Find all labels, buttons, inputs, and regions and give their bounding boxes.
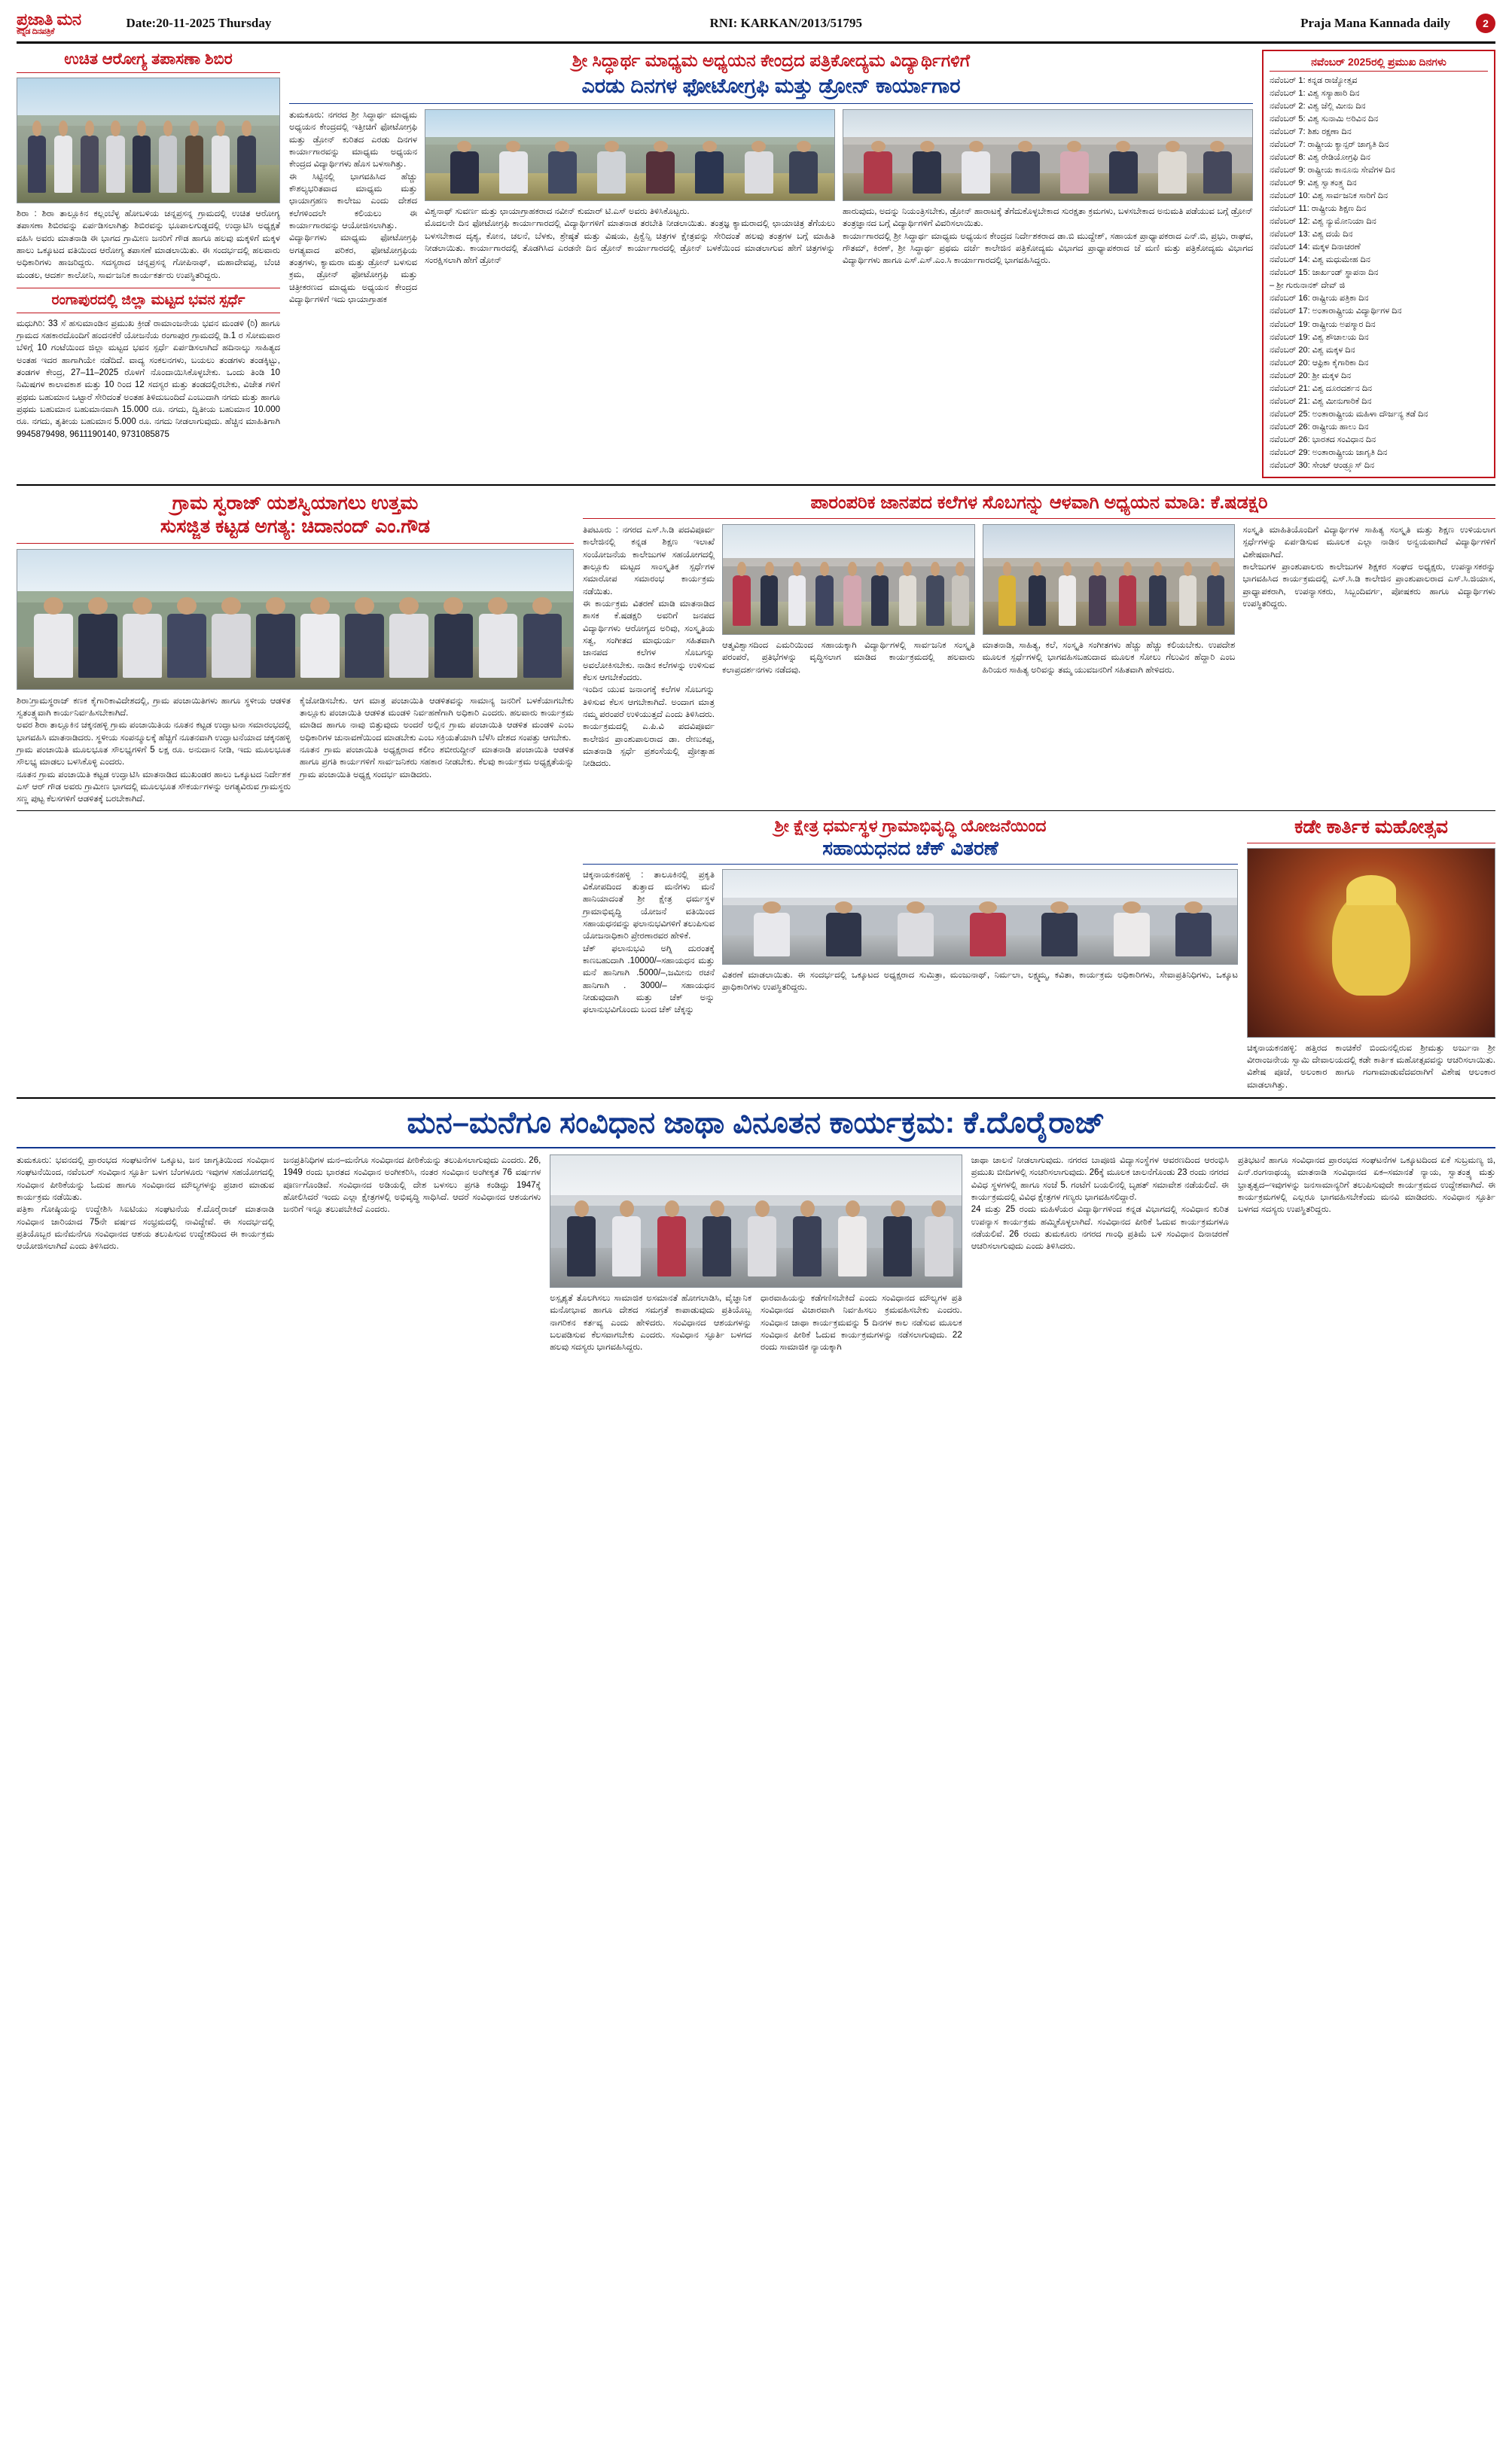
section-divider-1 <box>17 484 1495 486</box>
photo-health-camp <box>17 78 280 203</box>
calendar-item: ನವೆಂಬರ್ 25: ಅಂತಾರಾಷ್ಟ್ರೀಯ ಮಹಿಳಾ ದೌರ್ಜನ್ಯ ತಡೆ ದಿನ <box>1270 409 1428 419</box>
bottom-col-5 <box>1238 1154 1495 1354</box>
calendar-item: ನವೆಂಬರ್ 20: ಶ್ರೀ ಮಕ್ಕಳ ದಿನ <box>1270 371 1352 380</box>
calendar-item: ನವೆಂಬರ್ 21: ವಿಶ್ವ ದೂರದರ್ಶನ ದಿನ <box>1270 383 1373 393</box>
folk-arts-headline: ಪಾರಂಪರಿಕ ಜಾನಪದ ಕಲೆಗಳ ಸೊಬಗನ್ನು ಆಳವಾಗಿ ಅಧ್ಯಯನ ಮಾಡಿ: ಕೆ.ಷಡಕ್ಷರಿ <box>583 492 1495 519</box>
folk-arts-para-4: ಆತ್ಮವಿಶ್ವಾಸದಿಂದ ಎಮರಿಯಿಂದ ಸಹಾಯಕ್ಕಾಗಿ ವಿದ್ಯಾರ್ಥಿಗಳಲ್ಲಿ ಸಾರ್ವಜನಿಕ ಸಂಸ್ಕೃತಿ ಪರಂಪರೆ, ಪ್ರತಿಭೆಗಳನ್ನು ವೃದ್ಧಿಸಲಾಗ ಮಾಡಿದ ಕಾರ್ಯಕ್ರಮದಲ್ಲಿ ಹಲವಾರು ಕಲಾಪ್ರದರ್ಶನಗಳು ನಡೆದವು. <box>722 641 975 675</box>
photo-drone-workshop <box>425 109 835 201</box>
calendar-item: ನವೆಂಬರ್ 16: ರಾಷ್ಟ್ರೀಯ ಪತ್ರಿಕಾ ದಿನ <box>1270 294 1369 303</box>
calendar-item: ನವೆಂಬರ್ 26: ರಾಷ್ಟ್ರೀಯ ಹಾಲು ದಿನ <box>1270 422 1369 432</box>
calendar-item: ನವೆಂಬರ್ 1: ವಿಶ್ವ ಸಸ್ಯಾಹಾರಿ ದಿನ <box>1270 88 1360 98</box>
calendar-item: ನವೆಂಬರ್ 14: ವಿಶ್ವ ಮಧುಮೇಹ ದಿನ <box>1270 255 1370 265</box>
calendar-item: ನವೆಂಬರ್ 26: ಭಾರತದ ಸಂವಿಧಾನ ದಿನ <box>1270 435 1376 444</box>
calendar-item: ನವೆಂಬರ್ 19: ರಾಷ್ಟ್ರೀಯ ಅಪಸ್ಮಾರ ದಿನ <box>1270 319 1376 329</box>
calendar-item: ನವೆಂಬರ್ 20: ಆಫ್ರಿಕಾ ಕೈಗಾರಿಕಾ ದಿನ <box>1270 358 1369 368</box>
dharmasthala-para-1: ಚಿಕ್ಕನಾಯಕನಹಳ್ಳಿ : ತಾಲೂಕಿನಲ್ಲಿ ಪ್ರಕೃತಿ ವಿಕೋಪದಿಂದ ತುತ್ತಾದ ಮನೆಗಳು ಮನೆ ಹಾನಿಯಾದಂತೆ ಶ್ರೀ ಕ್ಷೇತ್ರ ಧರ್ಮಸ್ಥಳ ಗ್ರಾಮಾಭಿವೃದ್ಧಿ ಯೋಜನೆ ವತಿಯಿಂದ ಸಹಾಯಧನವನ್ನು ಫಲಾನುಭವಿಗಳಿಗೆ ತಲುಪಿಸುವ ಯೋಜನಾಧಿಕಾರಿ ಪ್ರೇರಣಾರವರ ಹೇಳಿಕೆ. <box>583 870 715 941</box>
feature-subheadline: ಎರಡು ದಿನಗಳ ಫೋಟೋಗ್ರಫಿ ಮತ್ತು ಡ್ರೋನ್ ಕಾರ್ಯಾಗಾರ <box>289 74 1253 104</box>
gram-swaraj-headline-line1: ಗ್ರಾಮ ಸ್ವರಾಜ್ ಯಶಸ್ವಿಯಾಗಲು ಉತ್ತಮ <box>172 493 419 514</box>
calendar-item: ನವೆಂಬರ್ 15: ಜಾರ್ಖಂಡ್ ಸ್ಥಾಪನಾ ದಿನ <box>1270 268 1379 278</box>
masthead <box>17 11 1495 44</box>
calendar-item: ನವೆಂಬರ್ 10: ವಿಶ್ವ ಸಾರ್ವಜನಿಕ ಸಾರಿಗೆ ದಿನ <box>1270 191 1389 201</box>
calendar-item: ನವೆಂಬರ್ 21: ವಿಶ್ವ ಮೀನುಗಾರಿಕೆ ದಿನ <box>1270 396 1372 406</box>
folk-arts-block <box>583 492 1495 805</box>
constitution-para-8: ಪ್ರತಿಭಟನೆ ಹಾಗೂ ಸಂವಿಧಾನದ ಪ್ರಾರಂಭದ ಸಂಘಟನೆಗಳ ಒಕ್ಕೂಟದಿಂದ ಏಕೆ ಸುಬ್ರಮಣ್ಯ ಜಿ, ಎನ್.ರಂಗನಾಥಯ್ಯ ಮಾತನಾಡಿ ಸಂವಿಧಾನದ ಏಕ–ಸಮಾನತೆ ನ್ಯಾಯ, ಸ್ವಾತಂತ್ರ್ಯ ಮತ್ತು ಭ್ರಾತೃತ್ವದ–ಇವುಗಳನ್ನು ಜನಸಾಮಾನ್ಯರಿಗೆ ತಲುಪಿಸುವುದೇ ಕಾರ್ಯಕ್ರಮದ ಉದ್ದೇಶವಾಗಿದೆ. ಈ ಕಾರ್ಯಕ್ರಮಗಳಲ್ಲಿ ಎಲ್ಲರೂ ಭಾಗವಹಿಸಬೇಕೆಂದು ಮನವಿ ಮಾಡಿದರು. ಸಂವಿಧಾನ ಸ್ಫೂರ್ತಿ ಬಳಗದ ಸದಸ್ಯರು ಉಪಸ್ಥಿತರಿದ್ದರು. <box>1237 1156 1495 1215</box>
folk-arts-para-1: ತಿಪಟೂರು : ನಗರದ ಎಸ್.ಸಿ.ಡಿ ಪದವಿಪೂರ್ವ ಕಾಲೇಜಿನಲ್ಲಿ ಕನ್ನಡ ಶಿಕ್ಷಣ ಇಲಾಖೆ ಸಂಯೋಜನೆಯ ಕಾಲೇಜುಗಳ ಸಹಯೋಗದಲ್ಲಿ ತಾಲ್ಲೂಕು ಮಟ್ಟದ ಸಾಂಸ್ಕೃತಿಕ ಸ್ಪರ್ಧೆಗಳ ಸಮಾರೋಪ ಸಮಾರಂಭ ಕಾರ್ಯಕ್ರಮ ನಡೆಯಿತು. <box>583 526 715 596</box>
page-number-badge: 2 <box>1476 14 1495 33</box>
feature-headline: ಶ್ರೀ ಸಿದ್ಧಾರ್ಥ ಮಾಧ್ಯಮ ಅಧ್ಯಯನ ಕೇಂದ್ರದ ಪತ್ರಿಕೋದ್ಯಮ ವಿದ್ಯಾರ್ಥಿಗಳಿಗೆ <box>572 50 971 70</box>
photo-folk-performance <box>983 524 1236 635</box>
gram-swaraj-headline-line2: ಸುಸಜ್ಜಿತ ಕಟ್ಟಡ ಅಗತ್ಯ: ಚಿದಾನಂದ್ ಎಂ.ಗೌಡ <box>17 515 574 543</box>
kartika-block <box>1247 816 1495 1092</box>
constitution-para-6: ಜಾಥಾ ಚಾಲನೆ ನೀಡಲಾಗುವುದು. ನಗರದ ಬಾಪೂಜಿ ವಿದ್ಯಾಸಂಸ್ಥೆಗಳ ಆವರಣದಿಂದ ಆರಂಭಿಸಿ ಪ್ರಮುಖ ಬೀದಿಗಳಲ್ಲಿ ಸಂಚರಿಸಲಾಗುವುದು. 26ಕ್ಕೆ ಮೂಲಕ ಚಾಲನೆಗೊಂಡು 23 ರಂದು ನಗರದ ವಿವಿಧ ಸ್ಥಳಗಳಲ್ಲಿ ಹಾಗೂ ಸಂಜೆ 5. ಗಂಟೆಗೆ ಬಯಲಿನಲ್ಲಿ ಬೃಹತ್ ಸಮಾವೇಶ ನಡೆಯಲಿದೆ. ಈ ಕಾರ್ಯಕ್ರಮದಲ್ಲಿ ವಿವಿಧ ಕ್ಷೇತ್ರಗಳ ಗಣ್ಯರು ಭಾಗವಹಿಸಲಿದ್ದಾರೆ. <box>971 1156 1229 1203</box>
bottom-col-1 <box>17 1154 274 1354</box>
article-body-district-competition: ಮಧುಗಿರಿ: 33 ಸೆ ಹಸುಮಾಂಡಿನ ಪ್ರಮುಖ ಕ್ರೀಡೆ ರಾಮಾಂಜನೇಯ ಭವನ ಮಂಡಳಿ (ರಿ) ಹಾಗೂ ಗ್ರಾಮದ ಸಹಕಾರದೊಂದಿಗೆ ಹಂದನಕೆರೆ ಯೋಜನೆಯ ರಂಗಾಪುರ ಗ್ರಾಮದಲ್ಲಿ ಡಿ.1 ರ ಸೋಮವಾರ ಬೆಳಿಗ್ಗೆ 10 ಗಂಟೆಯಿಂದ ಜಿಲ್ಲಾ ಮಟ್ಟದ ಭವನ ಸ್ಪರ್ಧೆ ಏರ್ಪಡಿಸಲಾಗಿದೆ ಹದಿನಾಲ್ಕು ಸಾಹಿತ್ಯದ ಅಂತಹ ಇದರ ಹಾಗಾಗಿಯೇ ನಡೆದಿದೆ. ವಾದ್ಯ ಸಂಕಲನಗಳು, ಬಯಲು ತಂಡಗಳು ತಂಡಕ್ಕಿಟ್ಟು, ತಂಡಗಳ ಕೇಂದ್ರ, 27–11–2025 ರೊಳಗೆ ನೊಂದಾಯಿಸಿಕೊಳ್ಳಬೇಕು. ಒಂದು ತಿಂಡಿ 10 ನಿಮಿಷಗಳ ಕಾಲಾವಕಾಶ ಮತ್ತು 10 ರಿಂದ 12 ಸದಸ್ಯರ ಮತ್ತು ತಂಡದಲ್ಲಿರಬೇಕು, ವಿಜೇತ ಗಳಿಗೆ ಪ್ರಥಮ ಬಹುಮಾನ ಒಟ್ಟಾರೆ ಸೇರಿದಂತೆ ಅಂತಹ ತಿಳಿದುಬಂದಿದೆ ಎಂಬುದಾಗಿ ನಗದು ಮತ್ತು ಹಾಗೂ ಪ್ರಥಮ ಬಹುಮಾನ ಬಹುಮಾನವಾಗಿ 15.000 ರೂ. ನಗದು, ದ್ವಿತೀಯ ಬಹುಮಾನ 10.000 ರೂ. ನಗದು, ತೃತೀಯ ಬಹುಮಾನ 5.000 ರೂ. ನಗದು ನೀಡಲಾಗುವುದು. ಹೆಚ್ಚಿನ ಮಾಹಿತಿಗಾಗಿ 9945879498, 9611190140, 9731085875 <box>17 319 280 439</box>
dharmasthala-para-3: ಚೆಕ್ ಫಲಾನುಭವಿ ಅಗ್ನಿ ದುರಂತಕ್ಕೆ ಕಾಣಬಹುದಾಗಿ .10000/–ಸಹಾಯಧನ ಮತ್ತು ಮನೆ ಹಾನಿಗಾಗಿ .5000/–,ಜಮೀನು ರಚನೆ ಹಾನಿಗಾಗಿ . 3000/– ಸಹಾಯಧನ ನೀಡುವುದಾಗಿ ಮತ್ತು ಚೆಕ್ ಅನ್ನು ಫಲಾನುಭವಿಗೊಂದು ಬಂದ ಚೆಕ್ ಚೆಕ್ಕನ್ನು <box>583 944 715 1015</box>
calendar-item: ನವೆಂಬರ್ 5: ವಿಶ್ವ ಸುನಾಮಿ ಅರಿವಿನ ದಿನ <box>1270 114 1379 124</box>
folk-arts-para-2: ಈ ಕಾರ್ಯಕ್ರಮ ವಿತರಣೆ ಮಾಡಿ ಮಾತನಾಡಿದ ಶಾಸಕ ಕೆ.ಷಡಕ್ಷರಿ ಅವರಿಗೆ ಜನಪದ ವಿದ್ಯಾರ್ಥಿಗಳು ಆರೋಗ್ಯದ ಅರಿವು, ಸಂಸ್ಕೃತಿಯ ಸತ್ವ, ಸಂಗೀತದ ಮಾಧುರ್ಯ ಸಹಿತವಾಗಿ ಜಾನಪದ ಕಲೆಗಳ ಸೊಬಗನ್ನು ಅವಲೋಕಿಸಬೇಕು. ನಾಡಿನ ಕಲೆಗಳನ್ನು ಉಳಿಸುವ ಕೆಲಸ ಆಗಬೇಕೆಂದರು. <box>583 599 715 683</box>
calendar-item: ನವೆಂಬರ್ 9: ರಾಷ್ಟ್ರೀಯ ಕಾನೂನು ಸೇವೆಗಳ ದಿನ <box>1270 165 1395 175</box>
article-headline-health-camp: ಉಚಿತ ಆರೋಗ್ಯ ತಪಾಸಣಾ ಶಿಬಿರ <box>17 50 280 73</box>
photo-cheque-distribution <box>722 869 1238 965</box>
calendar-item: ನವೆಂಬರ್ 1: ಕನ್ನಡ ರಾಜ್ಯೋತ್ಸವ <box>1270 75 1358 85</box>
folk-arts-para-3: ಇಂದಿನ ಯುವ ಜನಾಂಗಕ್ಕೆ ಕಲೆಗಳ ಸೊಬಗನ್ನು ತಿಳಿಸುವ ಕೆಲಸ ಆಗಬೇಕಾಗಿದೆ. ಅಂದಾಗ ಮಾತ್ರ ನಮ್ಮ ಪರಂಪರೆ ಉಳಿಯುತ್ತದೆ ಎಂದು ತಿಳಿಸಿದರು. ಕಾರ್ಯಕ್ರಮದಲ್ಲಿ ಎ.ಪಿ.ವಿ ಪದವಿಪೂರ್ವ ಕಾಲೇಜಿನ ಪ್ರಾಂಶುಪಾಲರಾದ ಡಾ. ರೇಣುಕಪ್ಪ, ಮಾತನಾಡಿ ಸ್ಪರ್ಧೆ ಪ್ರಶಂಸೆಯಲ್ಲಿ ಪ್ರೋತ್ಸಾಹ ನೀಡಿದರು. <box>583 685 715 769</box>
bottom-col-4 <box>971 1154 1229 1354</box>
calendar-item: ನವೆಂಬರ್ 2: ವಿಶ್ವ ಜೆಲ್ಲಿ ಮೀನು ದಿನ <box>1270 101 1366 111</box>
folk-arts-para-6: ಸಂಸ್ಕೃತಿ ಮಾಹಿತಿಯೊಂದಿಗೆ ವಿದ್ಯಾರ್ಥಿಗಳ ಸಾಹಿತ್ಯ ಸಂಸ್ಕೃತಿ ಮತ್ತು ಶಿಕ್ಷಣ ಉಳಿಯಲಾಗ ಸ್ಪರ್ಧೆಗಳನ್ನು ಏರ್ಪಡಿಸುವ ಮೂಲಕ ಎಲ್ಲಾ ನಾಡಿನ ಅನ್ವಯವಾಗಿದೆ ವಿದ್ಯಾರ್ಥಿಗಳಿಗೆ ವಿಶೇಷವಾಗಿದೆ. <box>1242 526 1496 560</box>
issue-date: Date:20-11-2025 Thursday <box>126 16 272 31</box>
feature-para-1: ತುಮಕೂರು: ನಗರದ ಶ್ರೀ ಸಿದ್ಧಾರ್ಥ ಮಾಧ್ಯಮ ಅಧ್ಯಯನ ಕೇಂದ್ರದಲ್ಲಿ ಇತ್ತೀಚಿಗೆ ಫೋಟೋಗ್ರಫಿ ಮತ್ತು ಡ್ರೋನ್ ಕುರಿತದ ಎರಡು ದಿನಗಳ ಕಾರ್ಯಾಗಾರವನ್ನು ಮಾಧ್ಯಮ ಅಧ್ಯಯನ ಕೇಂದ್ರದ ವಿದ್ಯಾರ್ಥಿಗಳು ಹೊಸ ಬಳಸಾಗಿತ್ತು. <box>289 111 417 169</box>
calendar-item: ನವೆಂಬರ್ 8: ವಿಶ್ವ ರೇಡಿಯೋಗ್ರಫಿ ದಿನ <box>1270 152 1370 162</box>
paper-title: Praja Mana Kannada daily <box>1300 16 1450 31</box>
constitution-para-3: ಜನಪ್ರತಿನಿಧಿಗಳ ಮನ–ಮನೆಗೂ ಸಂವಿಧಾನದ ಪೀಠಿಕೆಯನ್ನು ತಲುಪಿಸಲಾಗುವುದು ಎಂದರು. 26, 1949 ರಂದು ಭಾರತದ ಸಂವಿಧಾನ ಅಂಗೀಕರಿಸಿ, ನಂತರ ಸಂವಿಧಾನ ಅಂಗೀಕೃತ 76 ವರ್ಷಗಳ ಪೂರ್ಣಗೊಂಡಿವೆ. ಸಂವಿಧಾನದ ಅಡಿಯಲ್ಲಿ ದೇಶ ಬಳಸಲು ಪ್ರಗತಿ ಕಂಡಿದ್ದು 1947ಕ್ಕೆ ಹೋಲಿಸಿದರೆ ಇಂದು ಎಲ್ಲಾ ಕ್ಷೇತ್ರಗಳಲ್ಲಿ ಅಭಿವೃದ್ಧಿ ಸಾಧಿಸಿದೆ. ಆದರೆ ಸಂವಿಧಾನದ ಆಶಯಗಳು ಜನರಿಗೆ ಇನ್ನೂ ತಲುಪಬೇಕಿದೆ ಎಂದರು. <box>283 1156 541 1215</box>
calendar-title: ನವೆಂಬರ್ 2025ರಲ್ಲಿ ಪ್ರಮುಖ ದಿನಗಳು <box>1270 56 1488 72</box>
important-days-box <box>1262 50 1495 478</box>
calendar-item: ನವೆಂಬರ್ 20: ವಿಶ್ವ ಮಕ್ಕಳ ದಿನ <box>1270 345 1355 355</box>
dharmasthala-para-2: ವಿತರಣೆ ಮಾಡಲಾಯಿತು. ಈ ಸಂದರ್ಭದಲ್ಲಿ ಒಕ್ಕೂಟದ ಅಧ್ಯಕ್ಷರಾದ ಸುಮಿತ್ರಾ, ಮಂಜುನಾಥ್, ನಿರ್ಮಲಾ, ಲಕ್ಷ್ಮಮ್ಮ, ಕವಿತಾ, ಕಾರ್ಯಕ್ರಮ ಅಧಿಕಾರಿಗಳು, ಸೇವಾಪ್ರತಿನಿಧಿಗಳು, ಒಕ್ಕೂಟ ಪ್ರಾಧಿಕಾರಿಗಳು ಉಪಸ್ಥಿತರಿದ್ದರು. <box>722 970 1238 992</box>
photo-temple-deity <box>1247 848 1495 1038</box>
folk-arts-para-7: ಕಾಲೇಜುಗಳ ಪ್ರಾಂಶುಪಾಲರು ಕಾಲೇಜುಗಳ ಶಿಕ್ಷಕರ ಸಂಘದ ಅಧ್ಯಕ್ಷರು, ಉಪನ್ಯಾಸಕರನ್ನು ಭಾಗವಹಿಸಿದ ಕಾರ್ಯಕ್ರಮದಲ್ಲಿ ಎಸ್.ಸಿ.ಡಿ ಕಾಲೇಜಿನ ಪ್ರಾಂಶುಪಾಲರಾದ ಎಸ್.ಸಿ.ಜಿಯಾಸ, ಪ್ರಾಧ್ಯಾಪಕರಾಗಿ, ಉಪನ್ಯಾಸಕರು, ಸಿಬ್ಬಂದಿವರ್ಗ, ಪೋಷಕರು ಹಾಗೂ ವಿದ್ಯಾರ್ಥಿಗಳು ಉಪಸ್ಥಿತರಿದ್ದರು. <box>1242 563 1496 609</box>
bottom-col-3 <box>550 1154 962 1354</box>
constitution-para-7: 24 ಮತ್ತು 25 ರಂದು ಮಹಿಳೆಯರ ವಿದ್ಯಾರ್ಥಿಗಳಿಂದ ಕನ್ನಡ ವಿಭಾಗದಲ್ಲಿ ಸಂವಿಧಾನ ಕುರಿತ ಉಪನ್ಯಾಸ ಕಾರ್ಯಕ್ರಮ ಹಮ್ಮಿಕೊಳ್ಳಲಾಗಿದೆ. ಸಂವಿಧಾನದ ಪೀಠಿಕೆ ಓದುವ ಕಾರ್ಯಕ್ರಮಗಳೂ ನಡೆಯಲಿವೆ. 26 ರಂದು ತುಮಕೂರು ನಗರದ ಗಾಂಧಿ ಪ್ರತಿಮೆ ಬಳಿ ಸಂವಿಧಾನ ದಿನಾಚರಣೆ ಆಚರಿಸಲಾಗುವುದು ಎಂದು ತಿಳಿಸಿದರು. <box>971 1205 1229 1252</box>
kartika-para-1: ಚಿಕ್ಕನಾಯಕನಹಳ್ಳಿ: ಹತ್ತಿರದ ಕಾಂಚಿಕೆರೆ ಬಿಂದುನಲ್ಲಿರುವ ಶ್ರೀಮತ್ತು ಅರ್ಜುನಾ ಶ್ರೀ ವೀರಾಂಜನೇಯ ಸ್ವಾಮಿ ದೇವಾಲಯದಲ್ಲಿ ಕಡೇ ಕಾರ್ತಿಕ ಮಹೋತ್ಸವವನ್ನು ಆಚರಿಸಲಾಯಿತು. ವಿಶೇಷ ಪೂಜೆ, ಅಲಂಕಾರ ಹಾಗೂ ಗಂಗಾಮಾಡುವೆದವರಾಗಿಗೆ ವಿಶೇಷ ಆಲಂಕಾರ ಮಾಡಲಾಗಿತ್ತು. <box>1247 1043 1495 1090</box>
gram-swaraj-para-3: ನೂತನ ಗ್ರಾಮ ಪಂಚಾಯಿತಿ ಕಟ್ಟಡ ಉದ್ಘಾಟಿಸಿ ಮಾತನಾಡಿದ ಮುಖಂಡರ ಹಾಲು ಒಕ್ಕೂಟದ ನಿರ್ದೇಶಕ ಎಸ್ ಆರ್ ಗೌಡ ಅವರು ಗ್ರಾಮೀಣ ಭಾಗದಲ್ಲಿ ಮೂಲಭೂತ ಸೌಕರ್ಯಗಳನ್ನು ಅಗತ್ಯವಿರುವ ಗ್ರಾಮಸ್ಥರು ಸಣ್ಣ ಪುಟ್ಟ ಕೆಲಸಗಳಿಗೆ ಆಡಳಿತಕ್ಕೆ ಬರಬೇಕಾಗಿದೆ. <box>17 770 291 804</box>
column-one <box>17 50 280 478</box>
dharmasthala-headline-line1: ಶ್ರೀ ಕ್ಷೇತ್ರ ಧರ್ಮಸ್ಥಳ ಗ್ರಾಮಾಭಿವೃದ್ಧಿ ಯೋಜನೆಯಿಂದ <box>774 816 1047 835</box>
photo-photography-workshop <box>843 109 1253 201</box>
logo-main-text: ಪ್ರಜಾತಿ ಮನ <box>17 10 81 29</box>
feature-para-3: ವಿದ್ಯಾರ್ಥಿಗಳು ಮಾಧ್ಯಮ ಫೋಟೋಗ್ರಫಿ ಅಗತ್ಯವಾದ ಪರಿಕರ, ಫೋಟೋಗ್ರಫಿಯ ತಂತ್ರಗಳು, ಕ್ಯಾಮರಾ ಮತ್ತು ಡ್ರೋನ್ ಬಳಸುವ ಕ್ರಮ, ಡ್ರೋನ್ ಫೋಟೋಗ್ರಫಿ ಮತ್ತು ಚಿತ್ರೀಕರಣದ ಮಾಧ್ಯಮ ಅಧ್ಯಯನ ಕೇಂದ್ರದ ವಿದ್ಯಾರ್ಥಿಗಳಿಗೆ ಇದು ಛಾಯಾಗ್ರಾಹಕ <box>289 233 417 305</box>
rni-number: RNI: KARKAN/2013/51795 <box>709 16 863 31</box>
feature-para-5: ಮೊದಲನೇ ದಿನ ಫೋಟೋಗ್ರಫಿ ಕಾರ್ಯಾಗಾರದಲ್ಲಿ ವಿದ್ಯಾರ್ಥಿಗಳಿಗೆ ಮಾತನಾಡ ತರಬೇತಿ ನೀಡಲಾಯಿತು. ತಂತ್ರಜ್ಞ ಕ್ಯಾಮರಾದಲ್ಲಿ ಛಾಯಾಚಿತ್ರ ತೆಗೆಯಲು ಬಳಸಬೇಕಾದ ದೃಶ್ಯ, ಕೋನ, ಚಲನೆ, ಬೆಳಕು, ಶ್ರೇಷ್ಠತೆ ಮತ್ತು ವಿಷಯ, ಪ್ರಿಕ್ವೆನ್ಸಿ ಚಿತ್ರಗಳ ಕ್ಷೇತ್ರವನ್ನು ಸೇರಿದಂತೆ ಹಲವು ತಂತ್ರಗಳ ಬಗ್ಗೆ ಮಾಹಿತಿ ನೀಡಲಾಯಿತು. ಕಾರ್ಯಾಗಾರದಲ್ಲಿ ತೊಡಗಿಸಿದ ಎರಡನೇ ದಿನ ಡ್ರೋನ್ ಕಾರ್ಯಾಗಾರದಲ್ಲಿ ಡ್ರೋನ್ ಬಳಕೆಯಿಂದ ಮಾಡಲಾಗುವ ಹೇಗೆ ಚಿತ್ರಗಳನ್ನು ಸಂರಕ್ಷಿಸಲಾಗಿ ಹೇಗೆ ಡ್ರೋನ್ <box>425 219 835 266</box>
calendar-item: ನವೆಂಬರ್ 7: ರಾಷ್ಟ್ರೀಯ ಕ್ಯಾನ್ಸರ್ ಜಾಗೃತಿ ದಿನ <box>1270 139 1389 149</box>
calendar-item: ನವೆಂಬರ್ 7: ಶಿಶು ರಕ್ಷಣಾ ದಿನ <box>1270 127 1352 136</box>
constitution-headline: ಮನ–ಮನೆಗೂ ಸಂವಿಧಾನ ಜಾಥಾ ವಿನೂತನ ಕಾರ್ಯಕ್ರಮ: ಕೆ.ದೊರೈರಾಜ್ <box>17 1105 1495 1148</box>
gram-swaraj-para-1: ಶಿರಾ:ಗ್ರಾಮಸ್ಥರಾಜ್ ಕಣಕ ಕೈಗಾರಿಕಾವಿದೇಶದಲ್ಲಿ, ಗ್ರಾಮ ಪಂಚಾಯಿತಿಗಳು ಹಾಗೂ ಸ್ಥಳೀಯ ಆಡಳಿತ ಸ್ವತಂತ್ರ್ಯವಾಗಿ ಕಾರ್ಯನಿರ್ವಹಿಸಬೇಕಾಗಿದೆ. <box>17 696 291 718</box>
constitution-para-2: ಪತ್ರಿಕಾ ಗೋಷ್ಠಿಯನ್ನು ಉದ್ದೇಶಿಸಿ ಸಿಐಟಿಯು ಸಂಘಟನೆಯ ಕೆ.ದೊರೈರಾಜ್ ಮಾತನಾಡಿ ಸಂವಿಧಾನ ಜಾರಿಯಾದ 75ನೇ ವರ್ಷದ ಸಂಭ್ರಮದಲ್ಲಿ ನಾವಿದ್ದೇವೆ. ಈ ಸಂದರ್ಭದಲ್ಲಿ ಪ್ರತಿಯೊಬ್ಬರ ಮನೆಮನೆಗೂ ಸಂವಿಧಾನದ ಆಶಯ ತಲುಪಿಸುವ ಉದ್ದೇಶದಿಂದ ಈ ಕಾರ್ಯಕ್ರಮ ಆಯೋಜಿಸಲಾಗಿದೆ ಎಂದು ತಿಳಿಸಿದರು. <box>17 1205 275 1252</box>
calendar-items <box>1270 75 1488 472</box>
constitution-para-4: ಅಸ್ಪೃಶ್ಯತೆ ತೊಲಗಿಸಲು ಸಾಮಾಜಿಕ ಅಸಮಾನತೆ ಹೋಗಲಾಡಿಸಿ, ವೈಜ್ಞಾನಿಕ ಮನೋಭಾವ ಹಾಗೂ ದೇಶದ ಸಮಗ್ರತೆ ಕಾಪಾಡುವುದು ಪ್ರತಿಯೊಬ್ಬ ನಾಗರಿಕನ ಕರ್ತವ್ಯ ಎಂದು ಹೇಳಿದರು. ಸಂವಿಧಾನದ ಆಶಯಗಳನ್ನು ಬಲಪಡಿಸುವ ಕೆಲಸವಾಗಬೇಕು ಎಂದರು. ಸಂವಿಧಾನ ಸ್ಫೂರ್ತಿ ಬಳಗದ ಹಲವು ಸದಸ್ಯರು ಭಾಗವಹಿಸಿದ್ದರು. <box>550 1294 751 1353</box>
calendar-item: ನವೆಂಬರ್ 17: ಅಂತಾರಾಷ್ಟ್ರೀಯ ವಿದ್ಯಾರ್ಥಿಗಳ ದಿನ <box>1270 307 1402 316</box>
dharmasthala-block <box>583 816 1238 1092</box>
column-feature <box>289 50 1253 478</box>
publication-logo <box>17 11 81 37</box>
gram-swaraj-block <box>17 492 574 805</box>
constitution-jatha-block <box>17 1105 1495 1354</box>
calendar-item: ನವೆಂಬರ್ 11: ರಾಷ್ಟ್ರೀಯ ಶಿಕ್ಷಣ ದಿನ <box>1270 204 1367 214</box>
photo-gram-panchayat-building <box>17 549 574 690</box>
calendar-item: ನವೆಂಬರ್ 29: ಅಂತಾರಾಷ್ಟ್ರೀಯ ಜಾಗೃತಿ ದಿನ <box>1270 448 1388 457</box>
folk-arts-para-5: ಮಾತನಾಡಿ, ಸಾಹಿತ್ಯ, ಕಲೆ, ಸಂಸ್ಕೃತಿ ಸಂಗೀತಗಳು ಹೆಚ್ಚು ಹೆಚ್ಚು ಕಲಿಯಬೇಕು. ಉಪದೇಶ ಮೂಲಕ ಸ್ಪರ್ಧೆಗಳಲ್ಲಿ ಭಾಗವಹಿಸಬಹುದಾದ ಮೂಲಕ ಸೋಲು ಗೆಲುವಿನ ಹೆದ್ದಾರಿ ಎಂಬ ಹಿರಿಯರ ಸಾಹಿತ್ಯ ಅರಿವನ್ನು ತಮ್ಮ ಯುವಜನರಿಗೆ ಸಹಿತವಾಗಿ ಹೇಳಿದರು. <box>982 641 1236 675</box>
gram-swaraj-para-2: ಅವರ ಶಿರಾ ತಾಲ್ಲೂಕಿನ ಚಕ್ಕನಹಳ್ಳಿ ಗ್ರಾಮ ಪಂಚಾಯಿತಿಯ ನೂತನ ಕಟ್ಟಡ ಉದ್ಘಾಟನಾ ಸಮಾರಂಭದಲ್ಲಿ ಭಾಗವಹಿಸಿ ಮಾತನಾಡಿದರು. ಸ್ಥಳೀಯ ಸಂಪನ್ಮೂಲಕ್ಕೆ ಹೆಚ್ಚಿಗೆ ನೂತನವಾಗಿ ಉದ್ಘಾಟನೆಯಾದ ಚಕ್ಕನಹಳ್ಳಿ ಗ್ರಾಮ ಪಂಚಾಯಿತಿ ಮೂಲಭೂತ ಸೌಲಭ್ಯಗಳಿಗೆ 5 ಲಕ್ಷ ರೂ. ಅನುದಾನ ನೀಡಿ, ಇದು ಮೂಲಭೂತ ಸೌಲಭ್ಯ ಮಾಡಲು ಬಳಸಿಕೊಳ್ಳಿ ಎಂದರು. <box>17 721 291 767</box>
section-divider-3 <box>17 1097 1495 1099</box>
bottom-col-2 <box>283 1154 541 1354</box>
constitution-para-5: ಧಾರವಾಹಿಯನ್ನು ಕಡೆಗಣಿಸಬೇಕಿದೆ ಎಂದು ಸಂವಿಧಾನದ ಮೌಲ್ಯಗಳ ಪ್ರತಿ ಸಂವಿಧಾನದ ವಿಚಾರವಾಗಿ ನಿರ್ವಹಿಸಲು ಕ್ರಮವಹಿಸಬೇಕು ಎಂದರು. ಸಂವಿಧಾನ ಜಾಥಾ ಕಾರ್ಯಕ್ರಮವನ್ನು 5 ದಿನಗಳ ಕಾಲ ನಡೆಸುವ ಮೂಲಕ ಸಂವಿಧಾನ ಪೀಠಿಕೆ ಓದುವ ಕಾರ್ಯಕ್ರಮಗಳನ್ನು ನಡೆಸಲಾಗುವುದು. 22 ರಂದು ಸಾಮಾಜಿಕ ನ್ಯಾಯಕ್ಕಾಗಿ <box>761 1294 962 1353</box>
feature-para-4: ವಿಶ್ವನಾಥ್ ಸುವರ್ಣ ಮತ್ತು ಛಾಯಾಗ್ರಾಹಕರಾದ ನವೀನ್ ಕುಮಾರ್ ಟಿ.ಎಸ್ ಅವರು ತಿಳಿಸಿಕೊಟ್ಟರು. <box>425 207 690 217</box>
gram-swaraj-para-4: ಕೈಜೋಡಿಸಬೇಕು. ಆಗ ಮಾತ್ರ ಪಂಚಾಯಿತಿ ಆಡಳಿತವನ್ನು ಸಾಮಾನ್ಯ ಜನರಿಗೆ ಬಳಕೆಯಾಗಬೇಕು ತಾಲ್ಲೂಕು ಪಂಚಾಯಿತಿ ಆಡಳಿತ ಮಂಡಳಿ ನಿರ್ವಹಣೆಗಾಗಿ ಅಧಿಕಾರಿ ಎಂದರು. ಹಲವಾರು ಕಾರ್ಯಕ್ರಮ ಮಾಡಿದ ಹಾಗೂ ನಾವು ಬಿತ್ತುವುದು ಅಂದರೆ ಅಲ್ಲಿನ ಗ್ರಾಮ ಪಂಚಾಯಿತಿ ಆಡಳಿತ ಮಂಡಳಿ ಎಂಬ ಅಧಿಕಾರಿಗಳ ಚುನಾವಣೆಯಿಂದ ಮಾಡಬೇಕು ಎಂಬ ಸಕ್ರಿಯತೆಯಾಗಿ ಬೆಳೆಸಿ ದೇಶದ ಸಂಪತ್ತು ಆಗಬೇಕು. <box>300 696 574 743</box>
calendar-item: ನವೆಂಬರ್ 13: ವಿಶ್ವ ದಯೆ ದಿನ <box>1270 230 1353 239</box>
section-divider-2 <box>17 810 1495 811</box>
calendar-item: – ಶ್ರೀ ಗುರುನಾನಕ್ ದೇವ್ ಜಿ <box>1270 281 1346 291</box>
feature-para-6: ಹಾರುವುದು, ಅದನ್ನು ನಿಯಂತ್ರಿಸಬೇಕು, ಡ್ರೋನ್ ಹಾರಾಟಕ್ಕೆ ತೆಗೆದುಕೊಳ್ಳಬೇಕಾದ ಸುರಕ್ಷತಾ ಕ್ರಮಗಳು, ಬಳಸಬೇಕಾದ ಅನುಮತಿ ಪಡೆಯುವ ಬಗ್ಗೆ ಡ್ರೋನ್ ತಂತ್ರಜ್ಞಾನದ ಬಗ್ಗೆ ವಿದ್ಯಾರ್ಥಿಗಳಿಗೆ ವಿವರಿಸಲಾಯಿತು. <box>843 207 1253 229</box>
section-three-spacer <box>17 816 574 1092</box>
section-three <box>17 816 1495 1092</box>
gram-swaraj-para-5: ನೂತನ ಗ್ರಾಮ ಪಂಚಾಯಿತಿ ಅಧ್ಯಕ್ಷರಾದ ಕಲೀಂ ಶಬೀರುದ್ದೀನ್ ಮಾತನಾಡಿ ಪಂಚಾಯಿತಿ ಆಡಳಿತ ಹಾಗೂ ಪ್ರಗತಿ ಕಾರ್ಯಗಳಿಗೆ ಸಾರ್ವಜನಿಕರು ಸಹಕಾರ ನೀಡಬೇಕು. ಕೆಲವು ಕಾರ್ಯಕ್ರಮ ಅಧ್ಯಕ್ಷತೆಯನ್ನು ಗ್ರಾಮ ಪಂಚಾಯಿತಿ ಅಧ್ಯಕ್ಷ ಸಂದರ್ಭ ಮಾಡಿದರು. <box>300 745 574 779</box>
logo-sub-text: ಕನ್ನಡ ದಿನಪತ್ರಿಕೆ <box>17 27 55 37</box>
kartika-headline: ಕಡೇ ಕಾರ್ತಿಕ ಮಹೋತ್ಸವ <box>1247 816 1495 843</box>
article-body-health-camp: ಶಿರಾ : ಶಿರಾ ತಾಲ್ಲೂಕಿನ ಕಲ್ಲಂಬೆಳ್ಳ ಹೋಬಳಿಯ ಚನ್ನಪ್ರಸನ್ನ ಗ್ರಾಮದಲ್ಲಿ ಉಚಿತ ಆರೋಗ್ಯ ತಪಾಸಣಾ ಶಿಬಿರವನ್ನು ಏರ್ಪಡಿಸಲಾಗಿತ್ತು ಶಿಬಿರವನ್ನು ಭೂಪಾಲಗುಡ್ಡದಲ್ಲಿ ಉದ್ಘಾಟಿಸಿ ಅಧ್ಯಕ್ಷತೆ ವಹಿಸಿ ಅವರು ಮಾತನಾಡಿ ಈ ಭಾಗದ ಗ್ರಾಮೀಣ ಜನರಿಗೆ ಗೌಡ ಹಾಗೂ ಹಲವು ಮಕ್ಕಳಿಗೆ ಮಕ್ಕಳ ಹಾಲು ಒಕ್ಕೂಟದ ವತಿಯಿಂದ ಆರೋಗ್ಯ ತಪಾಸಣೆ ಮಾಡಲಾಯಿತು. ಈ ಸಂದರ್ಭದಲ್ಲಿ ಹಲವಾರು ಅಧಿಕಾರಿಗಳು ಹಾಜರಿದ್ದರು. ಸದಸ್ಯರಾದ ಚನ್ನಪ್ರಸನ್ನ ಗೋಪಿನಾಥ್, ಮಹಾದೇವಪ್ಪ, ಬೆಂಚಿ ಮಂಡಲ, ಆದರ್ಶ ಕಾಲೋನಿ, ಸಾರ್ವಜನಿಕ ಕಾರ್ಯಕರ್ತರು ಉಪಸ್ಥಿತರಿದ್ದರು. <box>17 209 280 280</box>
calendar-item: ನವೆಂಬರ್ 19: ವಿಶ್ವ ಶೌಚಾಲಯ ದಿನ <box>1270 332 1369 342</box>
feature-para-7: ಕಾರ್ಯಾಗಾರದಲ್ಲಿ ಶ್ರೀ ಸಿದ್ಧಾರ್ಥ ಮಾಧ್ಯಮ ಅಧ್ಯಯನ ಕೇಂದ್ರದ ನಿರ್ದೇಶಕರಾದ ಡಾ.ಬಿ ಮುದ್ದೇಶ್, ಸಹಾಯಕ ಪ್ರಾಧ್ಯಾಪಕರಾದ ಎನ್.ಬಿ, ಪ್ರಭು, ರಾಘವ, ಗೌತಮ್, ಕಿರಣ್, ಶ್ರೀ ಸಿದ್ಧಾರ್ಥ ಪ್ರಥಮ ದರ್ಜೆ ಕಾಲೇಜಿನ ಪತ್ರಿಕೋದ್ಯಮ ವಿಭಾಗದ ಪ್ರಾಧ್ಯಾಪಕರಾದ ಜೆ ಮಣಿ ಮತ್ತು ಪತ್ರಿಕೋದ್ಯಮ ವಿಭಾಗದ ವಿದ್ಯಾರ್ಥಿಗಳು ಹಾಗೂ ಎಸ್.ಎಸ್.ಎಂ.ಸಿ ಕಾರ್ಯಾಗಾರದಲ್ಲಿ ಭಾಗವಹಿಸಿದ್ದರು. <box>843 231 1253 266</box>
photo-cultural-award <box>722 524 975 635</box>
article-headline-district-competition: ರಂಗಾಪುರದಲ್ಲಿ ಜಿಲ್ಲಾ ಮಟ್ಟದ ಭವನ ಸ್ಪರ್ಧೆ <box>17 288 280 313</box>
calendar-item: ನವೆಂಬರ್ 14: ಮಕ್ಕಳ ದಿನಾಚರಣೆ <box>1270 242 1361 252</box>
calendar-item: ನವೆಂಬರ್ 30: ಸೇಂಟ್ ಆಂಡ್ರ್ಯೂಸ್ ದಿನ <box>1270 461 1375 471</box>
photo-press-conference <box>550 1154 962 1288</box>
constitution-para-1: ತುಮಕೂರು: ಭವನದಲ್ಲಿ ಪ್ರಾರಂಭದ ಸಂಘಟನೆಗಳ ಒಕ್ಕೂಟ, ಜನ ಜಾಗೃತಿಯಿಂದ ಸಂವಿಧಾನ ಸಂಘಟನೆಯಿಂದ, ನವೆಂಬರ್ ಸಂವಿಧಾನ ಸ್ಫೂರ್ತಿ ಬಳಗ ಬೆಂಗಳೂರು ಇವುಗಳ ಸಹಯೋಗದಲ್ಲಿ ಸಂವಿಧಾನ ಪೀಠಿಕೆಯನ್ನು ಓದುವ ಹಾಗೂ ಸಂವಿಧಾನದ ಮೌಲ್ಯಗಳನ್ನು ಪ್ರಚಾರ ಮಾಡುವ ಕಾರ್ಯಕ್ರಮ ನಡೆಯಿತು. <box>17 1156 275 1203</box>
calendar-item: ನವೆಂಬರ್ 9: ವಿಶ್ವ ಸ್ವಾತಂತ್ರ್ಯ ದಿನ <box>1270 178 1357 188</box>
feature-para-2: ಈ ಸಿಟ್ಟಿನಲ್ಲಿ ಭಾಗವಹಿಸಿದ ಹೆಚ್ಚು ಕೌಶಲ್ಯಭರಿತವಾದ ಮಾಧ್ಯಮ ಮತ್ತು ಛಾಯಾಗ್ರಹಣ ಕಾಲೇಜು ಎಂದು ದೇಶದ ಕಲೆಗಳಿಂದಲೇ ಕಲಿಯಲು ಈ ಕಾರ್ಯಾಗಾರವನ್ನು ಆಯೋಜಿಸಲಾಗಿತ್ತು. <box>289 172 417 231</box>
section-two <box>17 492 1495 805</box>
dharmasthala-headline-line2: ಸಹಾಯಧನದ ಚೆಕ್ ವಿತರಣೆ <box>583 836 1238 865</box>
column-calendar <box>1262 50 1495 478</box>
calendar-item: ನವೆಂಬರ್ 12: ವಿಶ್ವ ನ್ಯುಮೋನಿಯಾ ದಿನ <box>1270 217 1376 227</box>
